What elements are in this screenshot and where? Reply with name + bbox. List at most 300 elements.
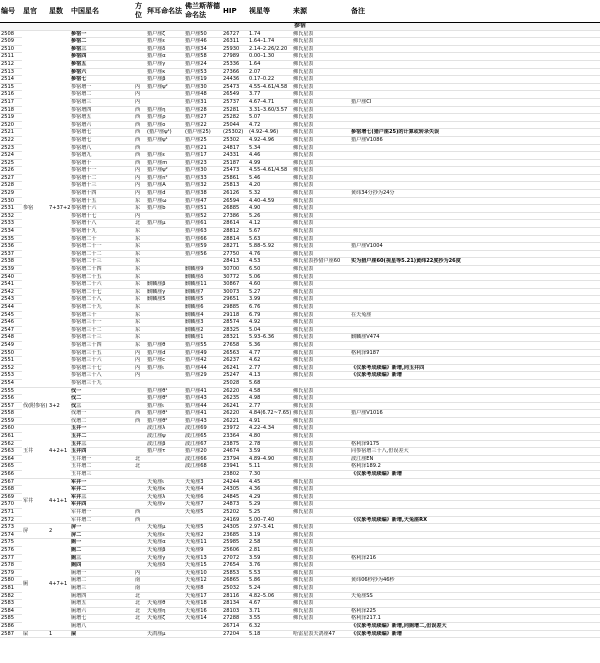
cell-magnitude: 4.98	[248, 395, 292, 403]
cell-chinese-name: 参宿七	[70, 76, 134, 84]
cell-notes: 实为猎户座60(视星等5.21)黄纬22度抄为26度	[350, 258, 600, 266]
cell-bayer: 猎户座b	[146, 205, 184, 213]
table-row	[0, 349, 600, 357]
cell-number: 2583	[0, 600, 22, 608]
cell-hip: 28574	[222, 319, 248, 327]
table-row	[0, 455, 600, 463]
cell-magnitude: 5.34	[248, 144, 292, 152]
cell-number: 2578	[0, 562, 22, 570]
cell-magnitude: 4.92	[248, 319, 292, 327]
cell-bayer: 猎户座ψ²	[146, 83, 184, 91]
cell-chinese-name: 参宿增三十二	[70, 326, 134, 334]
table-row	[0, 121, 600, 129]
cell-asterism: 屎	[22, 630, 48, 638]
cell-magnitude: 4.22–4.34	[248, 425, 292, 433]
cell-bayer: 波江座β	[146, 440, 184, 448]
cell-magnitude: 4.77	[248, 349, 292, 357]
cell-notes: 波江座EN	[350, 455, 600, 463]
cell-source: 佛氏星表	[292, 114, 350, 122]
cell-chinese-name: 参宿增九	[70, 152, 134, 160]
cell-number: 2556	[0, 395, 22, 403]
cell-number: 2534	[0, 228, 22, 236]
cell-bayer: 猎户座κ	[146, 68, 184, 76]
cell-chinese-name: 参宿增十八	[70, 220, 134, 228]
cell-flamsteed: 猎户座30	[184, 83, 222, 91]
cell-notes	[350, 433, 600, 441]
cell-hip: 28321	[222, 334, 248, 342]
cell-number: 2527	[0, 174, 22, 182]
cell-chinese-name: 参宿增二十五	[70, 273, 134, 281]
cell-notes: 在天兔座	[350, 311, 600, 319]
cell-notes	[350, 281, 600, 289]
cell-notes	[350, 273, 600, 281]
cell-hip: 25861	[222, 174, 248, 182]
cell-bayer: 天兔座α	[146, 539, 184, 547]
cell-direction: 东	[134, 341, 146, 349]
cell-chinese-name: 参宿增七	[70, 129, 134, 137]
cell-notes: 格利泽189.2	[350, 463, 600, 471]
cell-number: 2558	[0, 410, 22, 418]
cell-notes	[350, 53, 600, 61]
cell-direction	[134, 53, 146, 61]
cell-number: 2547	[0, 326, 22, 334]
cell-direction	[134, 38, 146, 46]
cell-bayer	[146, 509, 184, 517]
cell-direction	[134, 478, 146, 486]
cell-bayer: 天兔座κ	[146, 486, 184, 494]
cell-number: 2581	[0, 584, 22, 592]
cell-source: 佛氏星表	[292, 357, 350, 365]
cell-direction: 东	[134, 311, 146, 319]
cell-number: 2529	[0, 190, 22, 198]
cell-notes	[350, 402, 600, 410]
cell-direction: 内	[134, 83, 146, 91]
cell-magnitude: 3.19	[248, 531, 292, 539]
cell-notes	[350, 546, 600, 554]
cell-bayer: 猎户座c	[146, 357, 184, 365]
cell-source: 佛氏星表	[292, 395, 350, 403]
cell-magnitude: 2.14–2.26/2.20	[248, 45, 292, 53]
cell-number: 2511	[0, 53, 22, 61]
cell-flamsteed: 天兔座5	[184, 509, 222, 517]
cell-star-count: 4+2+1	[48, 425, 70, 478]
cell-chinese-name: 参宿增二十一	[70, 243, 134, 251]
cell-number: 2533	[0, 220, 22, 228]
cell-bayer: 猎户座d	[146, 349, 184, 357]
cell-flamsteed: 猎户座17	[184, 152, 222, 160]
cell-notes	[350, 266, 600, 274]
cell-flamsteed	[184, 516, 222, 524]
cell-flamsteed: 天兔座5	[184, 524, 222, 532]
cell-notes	[350, 220, 600, 228]
cell-hip: 26237	[222, 357, 248, 365]
cell-asterism: 玉井	[22, 425, 48, 478]
cell-direction: 西	[134, 114, 146, 122]
cell-flamsteed: 天兔座12	[184, 577, 222, 585]
table-row	[0, 531, 600, 539]
cell-source: 佛氏星表	[292, 212, 350, 220]
cell-bayer: 天兔座ε	[146, 531, 184, 539]
cell-magnitude: 4.67–4.71	[248, 98, 292, 106]
cell-bayer	[146, 622, 184, 630]
cell-notes: 参宿增七(猎户座25)的计算或转录失误	[350, 129, 600, 137]
cell-flamsteed: 猎户座19	[184, 76, 222, 84]
cell-bayer: 猎户座δ	[146, 45, 184, 53]
cell-chinese-name: 厕增二	[70, 577, 134, 585]
cell-magnitude: 4.13	[248, 372, 292, 380]
cell-direction: 内	[134, 174, 146, 182]
cell-source: 佛氏星表	[292, 584, 350, 592]
cell-source: 佛氏星表	[292, 60, 350, 68]
cell-notes	[350, 152, 600, 160]
cell-direction: 东	[134, 281, 146, 289]
cell-flamsteed: 猎户座52	[184, 212, 222, 220]
cell-chinese-name: 参宿增三十一	[70, 319, 134, 327]
cell-hip: 25044	[222, 121, 248, 129]
cell-chinese-name: 参宿增三	[70, 98, 134, 106]
cell-flamsteed: 猎户座33	[184, 174, 222, 182]
cell-bayer: 麒麟座γ	[146, 288, 184, 296]
cell-number: 2560	[0, 425, 22, 433]
cell-source	[292, 516, 350, 524]
cell-hip: 23685	[222, 531, 248, 539]
cell-direction: 西	[134, 509, 146, 517]
cell-direction: 北	[134, 463, 146, 471]
cell-source: 佛氏星表	[292, 524, 350, 532]
cell-magnitude: 4.40–4.59	[248, 197, 292, 205]
cell-magnitude: 4.53	[248, 258, 292, 266]
cell-magnitude: 5.27	[248, 288, 292, 296]
cell-magnitude: 5.07	[248, 114, 292, 122]
table-body	[0, 23, 600, 638]
cell-number: 2557	[0, 402, 22, 410]
cell-chinese-name: 参宿增十三	[70, 182, 134, 190]
cell-number: 2580	[0, 577, 22, 585]
cell-magnitude: 5.06	[248, 273, 292, 281]
table-row	[0, 68, 600, 76]
cell-notes	[350, 501, 600, 509]
cell-hip: 25930	[222, 45, 248, 53]
cell-source: 佛氏星表	[292, 235, 350, 243]
cell-chinese-name: 参宿增三十四	[70, 341, 134, 349]
table-row	[0, 243, 600, 251]
cell-flamsteed: 麒麟座1	[184, 334, 222, 342]
cell-magnitude: 4.36	[248, 486, 292, 494]
cell-magnitude: 4.55–4.61/4.58	[248, 83, 292, 91]
table-row	[0, 592, 600, 600]
cell-source: 佛氏星表	[292, 167, 350, 175]
cell-source: 佛氏星表	[292, 448, 350, 456]
cell-notes	[350, 91, 600, 99]
cell-flamsteed	[184, 622, 222, 630]
cell-notes	[350, 68, 600, 76]
cell-bayer	[146, 235, 184, 243]
cell-chinese-name: 参宿增二十	[70, 235, 134, 243]
cell-hip: 28614	[222, 220, 248, 228]
table-row	[0, 440, 600, 448]
cell-flamsteed	[184, 630, 222, 638]
table-row	[0, 600, 600, 608]
cell-chinese-name: 参宿增二十八	[70, 296, 134, 304]
cell-flamsteed: 猎户座48	[184, 91, 222, 99]
col-chinese-name-header: 中国星名	[70, 0, 134, 23]
cell-direction: 西	[134, 159, 146, 167]
cell-bayer: 天兔座δ	[146, 562, 184, 570]
cell-direction: 南	[134, 584, 146, 592]
cell-hip: 26865	[222, 577, 248, 585]
cell-flamsteed	[184, 471, 222, 479]
cell-asterism: 军井	[22, 478, 48, 524]
table-row	[0, 91, 600, 99]
cell-number: 2513	[0, 68, 22, 76]
cell-chinese-name: 参宿增二十九	[70, 303, 134, 311]
cell-number: 2531	[0, 205, 22, 213]
cell-hip: 25473	[222, 167, 248, 175]
cell-source: 佛氏星表	[292, 228, 350, 236]
cell-hip: 28116	[222, 592, 248, 600]
cell-hip: 23972	[222, 425, 248, 433]
cell-direction: 内	[134, 212, 146, 220]
cell-source: 佛氏星表	[292, 569, 350, 577]
cell-bayer: 猎户座ψ²	[146, 167, 184, 175]
cell-source: 佛氏星表	[292, 334, 350, 342]
cell-source: 佛氏星表	[292, 190, 350, 198]
cell-bayer	[146, 455, 184, 463]
cell-notes	[350, 159, 600, 167]
cell-source: 佛氏星表	[292, 250, 350, 258]
cell-source: 佛氏星表	[292, 152, 350, 160]
cell-source: 佛氏星表	[292, 387, 350, 395]
table-row	[0, 83, 600, 91]
cell-notes: 格利泽225	[350, 607, 600, 615]
cell-hip: 25282	[222, 114, 248, 122]
cell-number: 2545	[0, 311, 22, 319]
cell-flamsteed: 麒麟座4	[184, 311, 222, 319]
cell-bayer: 猎户座ρ	[146, 114, 184, 122]
table-row	[0, 577, 600, 585]
cell-flamsteed: 麒麟座11	[184, 281, 222, 289]
table-row	[0, 539, 600, 547]
cell-flamsteed: 麒麟座2	[184, 326, 222, 334]
cell-hip: 28271	[222, 243, 248, 251]
table-row	[0, 501, 600, 509]
cell-source: 佛氏星表	[292, 303, 350, 311]
cell-star-count: 1	[48, 630, 70, 638]
cell-flamsteed	[184, 379, 222, 387]
cell-magnitude: 4.62	[248, 357, 292, 365]
cell-hip: 27386	[222, 212, 248, 220]
table-row	[0, 53, 600, 61]
cell-bayer: 天兔座θ	[146, 600, 184, 608]
cell-notes	[350, 562, 600, 570]
cell-chinese-name: 参宿增十六	[70, 205, 134, 213]
table-row	[0, 622, 600, 630]
cell-direction	[134, 562, 146, 570]
cell-direction: 东	[134, 205, 146, 213]
col-asterism-header: 星官	[22, 0, 48, 23]
cell-chinese-name: 参宿增七	[70, 136, 134, 144]
cell-chinese-name: 厕增三	[70, 584, 134, 592]
cell-notes: 《仪象考成续编》新增,同厕增二,但误差大	[350, 622, 600, 630]
cell-number: 2576	[0, 546, 22, 554]
cell-hip: 23794	[222, 455, 248, 463]
cell-chinese-name: 伐增二	[70, 417, 134, 425]
cell-magnitude: 5.46	[248, 174, 292, 182]
cell-number: 2532	[0, 212, 22, 220]
table-row	[0, 38, 600, 46]
cell-magnitude: 5.53	[248, 569, 292, 577]
cell-chinese-name: 参宿增十二	[70, 174, 134, 182]
cell-magnitude: 4.67	[248, 600, 292, 608]
table-row	[0, 524, 600, 532]
cell-bayer	[146, 98, 184, 106]
cell-source: 佛氏星表	[292, 273, 350, 281]
cell-source: 佛氏星表	[292, 76, 350, 84]
cell-notes	[350, 341, 600, 349]
cell-number: 2523	[0, 144, 22, 152]
cell-notes	[350, 379, 600, 387]
cell-bayer	[146, 273, 184, 281]
cell-chinese-name: 厕增四	[70, 592, 134, 600]
table-header-row	[0, 0, 600, 23]
table-row	[0, 417, 600, 425]
cell-chinese-name: 参宿五	[70, 60, 134, 68]
cell-bayer: 猎户座η	[146, 106, 184, 114]
cell-bayer	[146, 584, 184, 592]
cell-chinese-name: 屏一	[70, 524, 134, 532]
cell-magnitude: 5.86	[248, 577, 292, 585]
cell-source: 佛氏星表	[292, 509, 350, 517]
cell-hip: 26311	[222, 38, 248, 46]
table-row	[0, 30, 600, 38]
cell-number: 2571	[0, 509, 22, 517]
cell-number: 2568	[0, 486, 22, 494]
cell-chinese-name: 参宿增二十六	[70, 281, 134, 289]
cell-number: 2569	[0, 493, 22, 501]
cell-hip: 26235	[222, 395, 248, 403]
cell-direction: 内	[134, 182, 146, 190]
cell-chinese-name: 参宿增五	[70, 114, 134, 122]
cell-source: 佛氏星表	[292, 410, 350, 418]
cell-hip: 29118	[222, 311, 248, 319]
cell-chinese-name: 参宿增二十二	[70, 250, 134, 258]
cell-flamsteed: 天兔座2	[184, 531, 222, 539]
cell-chinese-name: 厕增七	[70, 615, 134, 623]
cell-hip: 25737	[222, 98, 248, 106]
cell-chinese-name: 参宿增二十三	[70, 258, 134, 266]
cell-direction: 西	[134, 121, 146, 129]
cell-hip: 25302	[222, 136, 248, 144]
table-row	[0, 106, 600, 114]
cell-magnitude: 2.81	[248, 546, 292, 554]
cell-magnitude: 4.58	[248, 387, 292, 395]
cell-number: 2522	[0, 136, 22, 144]
cell-notes: 《仪象考成续编》新增,天兔座RX	[350, 516, 600, 524]
cell-direction: 北	[134, 600, 146, 608]
cell-direction: 内	[134, 190, 146, 198]
cell-chinese-name: 军井二	[70, 486, 134, 494]
cell-flamsteed: 麒麟座6	[184, 303, 222, 311]
table-row	[0, 281, 600, 289]
table-row	[0, 364, 600, 372]
cell-direction	[134, 448, 146, 456]
cell-bayer	[146, 471, 184, 479]
cell-chinese-name: 参宿增四	[70, 106, 134, 114]
cell-chinese-name: 参宿增十七	[70, 212, 134, 220]
cell-flamsteed	[184, 258, 222, 266]
cell-notes	[350, 30, 600, 38]
cell-hip: 25281	[222, 106, 248, 114]
table-row	[0, 136, 600, 144]
cell-flamsteed: 猎户座53	[184, 68, 222, 76]
cell-direction: 内	[134, 357, 146, 365]
cell-chinese-name: 厕增一	[70, 569, 134, 577]
cell-source: 佛氏星表	[292, 311, 350, 319]
cell-number: 2535	[0, 235, 22, 243]
cell-number: 2551	[0, 357, 22, 365]
table-row	[0, 493, 600, 501]
cell-number: 2586	[0, 622, 22, 630]
cell-notes	[350, 212, 600, 220]
cell-bayer: 猎户座μ	[146, 220, 184, 228]
cell-chinese-name: 玉井增二	[70, 463, 134, 471]
table-row	[0, 433, 600, 441]
cell-hip: 25032	[222, 584, 248, 592]
cell-direction	[134, 425, 146, 433]
cell-chinese-name: 厕增五	[70, 600, 134, 608]
cell-flamsteed: 猎户座51	[184, 205, 222, 213]
cell-magnitude: 4.82–5.06	[248, 592, 292, 600]
table-row	[0, 379, 600, 387]
cell-magnitude: 3.59	[248, 448, 292, 456]
cell-hip: 24845	[222, 493, 248, 501]
cell-bayer	[146, 311, 184, 319]
cell-bayer: 猎户座θ¹	[146, 387, 184, 395]
cell-hip: 27658	[222, 341, 248, 349]
cell-direction	[134, 433, 146, 441]
cell-direction: 西	[134, 417, 146, 425]
cell-bayer: 猎户座ψ¹	[146, 136, 184, 144]
cell-bayer: 猎户座θ²	[146, 417, 184, 425]
cell-hip: 25202	[222, 509, 248, 517]
cell-notes: 天兔座SS	[350, 592, 600, 600]
cell-hip: 25247	[222, 372, 248, 380]
cell-magnitude: 1.64	[248, 60, 292, 68]
cell-notes	[350, 425, 600, 433]
cell-hip: 30772	[222, 273, 248, 281]
cell-flamsteed: 波江座66	[184, 455, 222, 463]
cell-chinese-name: 伐增一	[70, 410, 134, 418]
cell-source: 佛氏星表	[292, 607, 350, 615]
cell-flamsteed: 猎户座43	[184, 395, 222, 403]
cell-hip: 28812	[222, 228, 248, 236]
cell-magnitude: 5.32	[248, 190, 292, 198]
cell-chinese-name: 玉井四	[70, 448, 134, 456]
cell-source: 佛氏星表	[292, 121, 350, 129]
cell-number: 2562	[0, 440, 22, 448]
cell-bayer: 猎户座α	[146, 53, 184, 61]
cell-bayer: 天兔座β	[146, 546, 184, 554]
cell-number: 2577	[0, 554, 22, 562]
cell-magnitude: 3.76	[248, 562, 292, 570]
cell-source: 佛氏星表	[292, 159, 350, 167]
cell-number: 2582	[0, 592, 22, 600]
table-row	[0, 129, 600, 137]
table-row	[0, 311, 600, 319]
table-row	[0, 463, 600, 471]
cell-source: 佛氏星表	[292, 531, 350, 539]
cell-bayer: 天兔座ι	[146, 478, 184, 486]
